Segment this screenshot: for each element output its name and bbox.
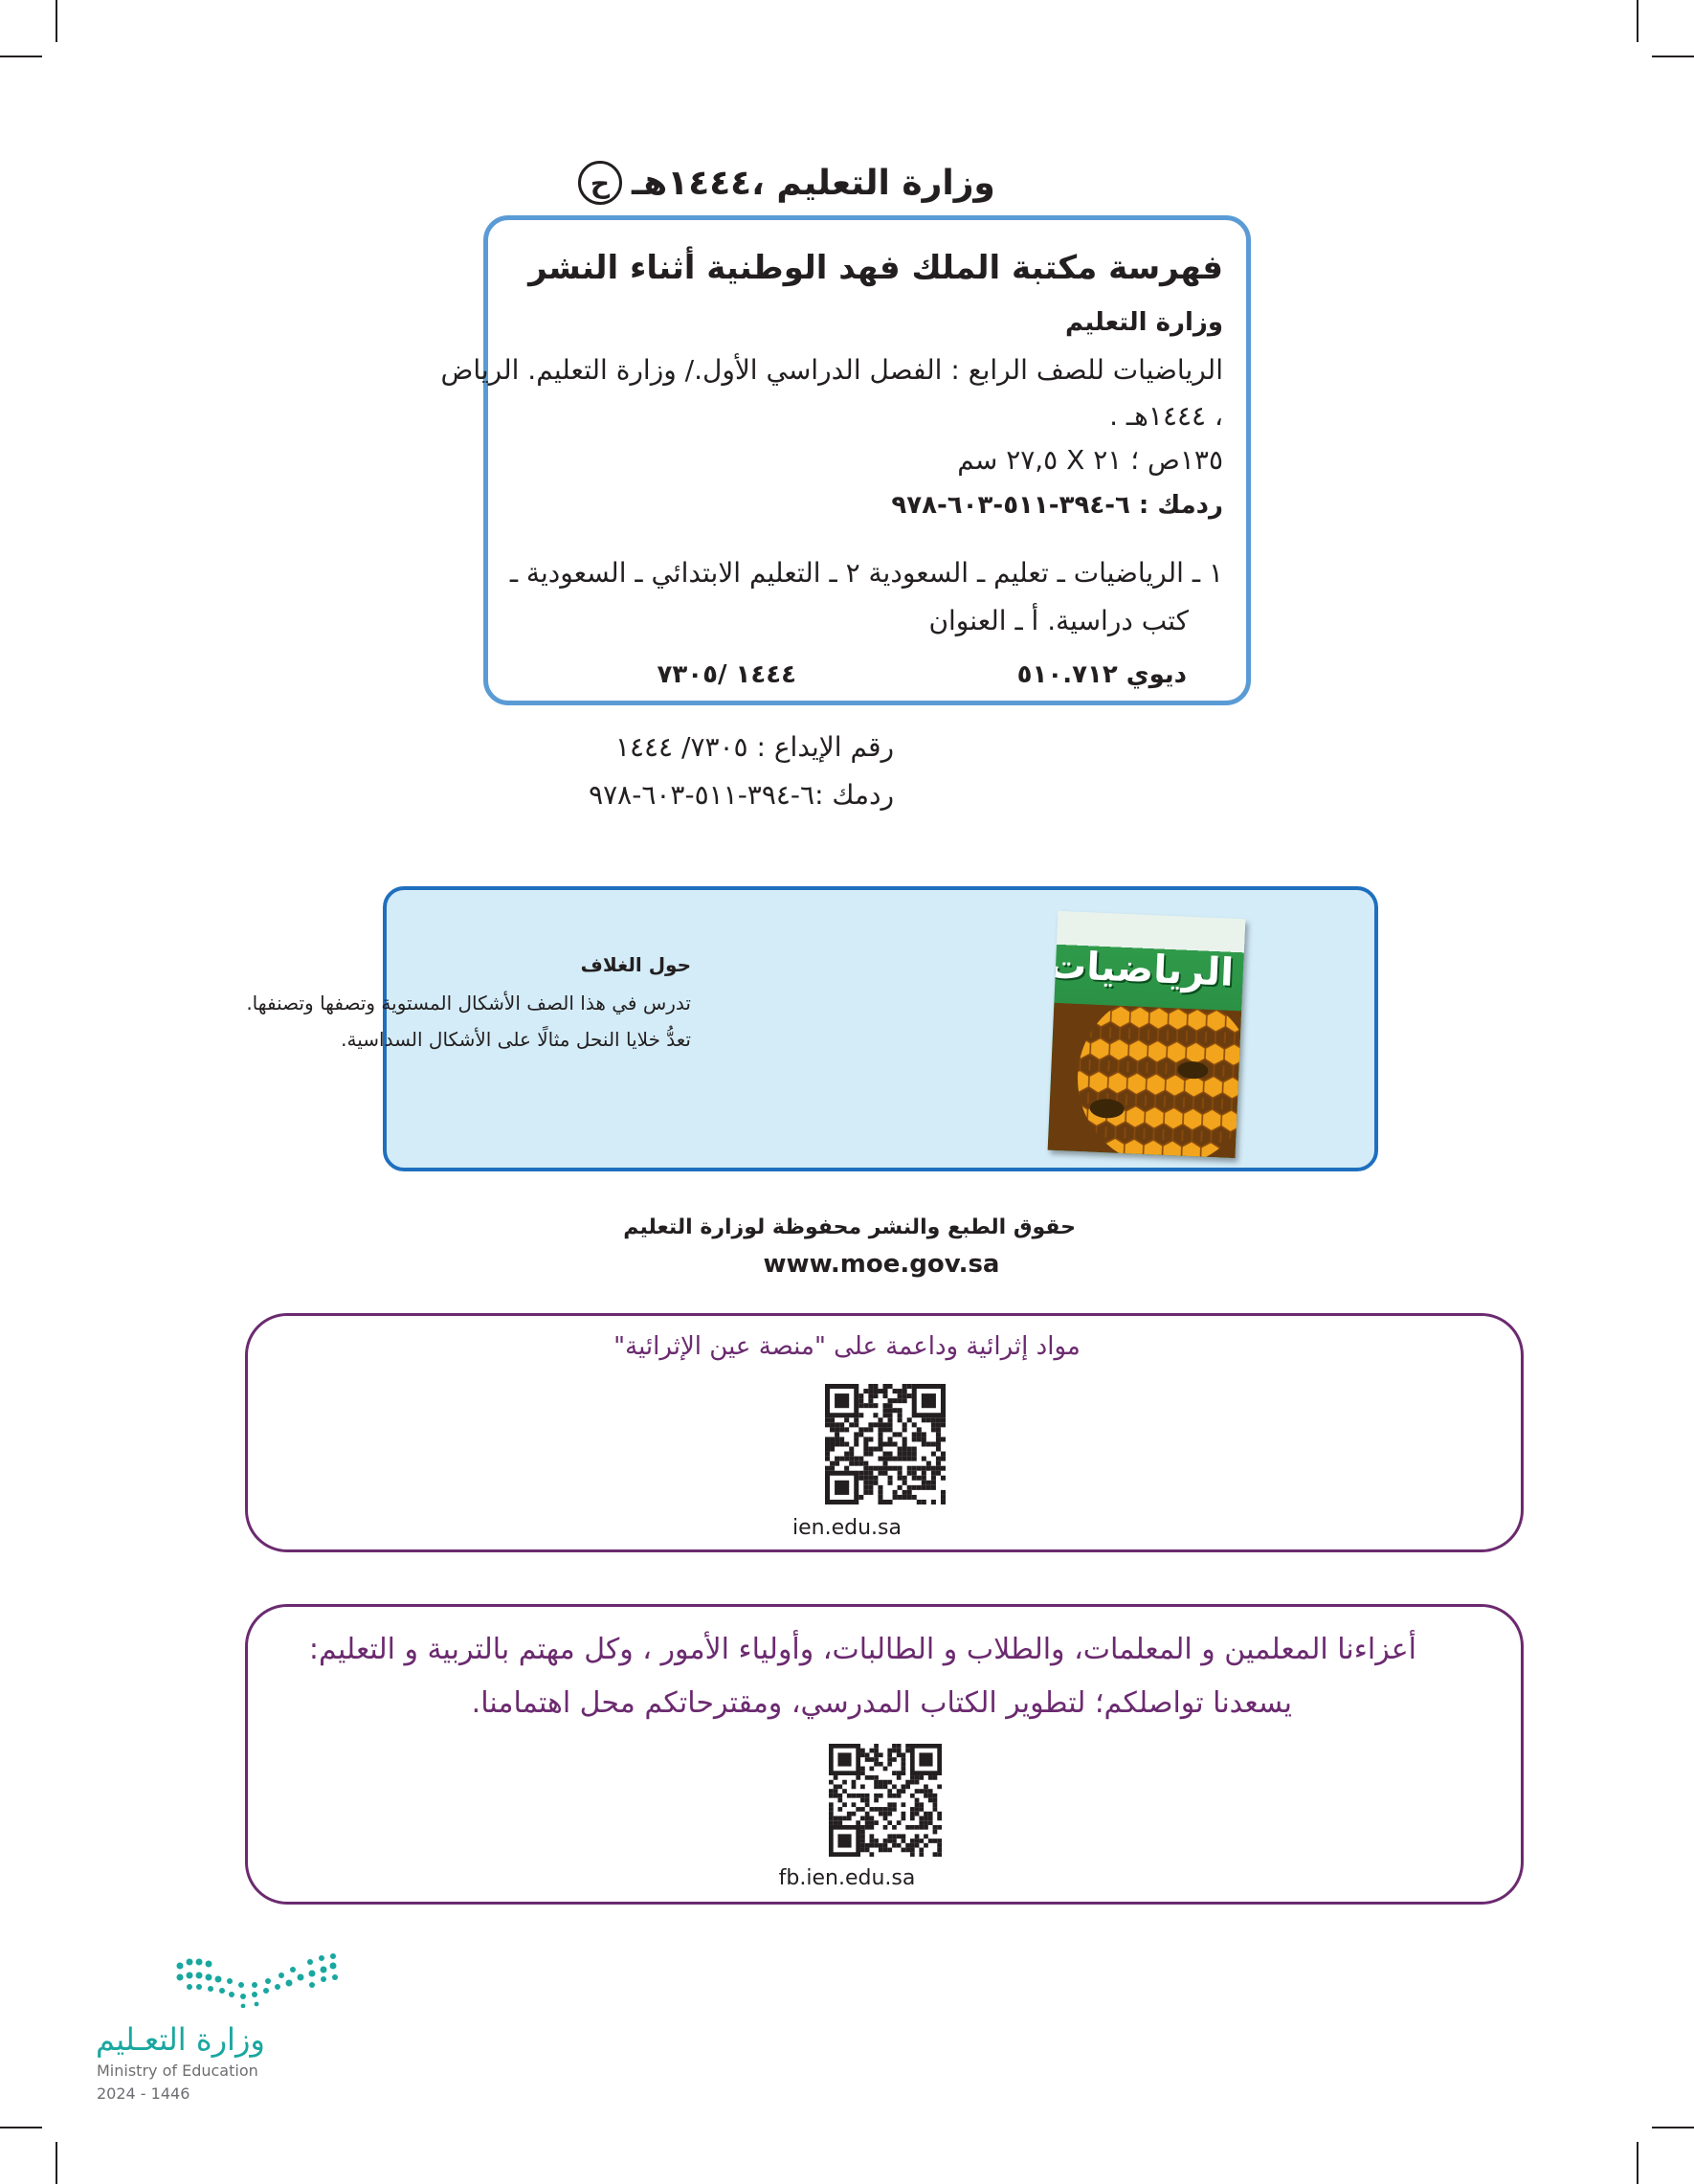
crop-mark: [56, 2142, 57, 2184]
deposit-number: رقم الإيداع : ٧٣٠٥/ ١٤٤٤: [614, 731, 894, 763]
honeycomb-image: [1048, 1003, 1242, 1158]
catalog-box: [440, 215, 1251, 705]
book-cover-image: [1048, 911, 1246, 1158]
catalog-dewey: ديوي ٥١٠.٧١٢: [1016, 660, 1187, 689]
feedback-text: يسعدنا تواصلكم؛ لتطوير الكتاب المدرسي، ومقترحاتكم محل اهتمامنا.: [471, 1686, 1292, 1720]
about-cover-text: تعدُّ خلايا النحل مثالًا على الأشكال السداسية.: [341, 1028, 691, 1051]
crop-mark: [0, 2127, 42, 2128]
crop-mark: [1652, 56, 1694, 57]
feedback-qr-code[interactable]: [829, 1744, 942, 1857]
catalog-subjects: ١ ـ الرياضيات ـ تعليم ـ السعودية ٢ ـ التعليم الابتدائي ـ السعودية ـ: [509, 557, 1223, 589]
website-link[interactable]: [0, 1250, 1694, 1279]
ien-qr-code[interactable]: [825, 1384, 946, 1504]
copyright-symbol: ح: [578, 161, 622, 205]
ministry-name-english: Ministry of Education: [97, 2061, 258, 2080]
ministry-year: 2024 - 1446: [97, 2084, 190, 2103]
feedback-text: أعزاءنا المعلمين و المعلمات، والطلاب و الطالبات، وأولياء الأمور ، وكل مهتم بالتربية و التعليم:: [308, 1633, 1416, 1666]
catalog-pages: ١٣٥ص ؛ ٢١ X ٢٧,٥ سم: [957, 444, 1223, 476]
ien-url[interactable]: ien.edu.sa: [792, 1516, 902, 1540]
about-cover-text: تدرس في هذا الصف الأشكال المستوية وتصفها وتصنفها.: [246, 992, 691, 1014]
catalog-author: وزارة التعليم: [1065, 308, 1223, 337]
catalog-deposit: ١٤٤٤ /٧٣٠٥: [657, 660, 796, 689]
catalog-isbn: ردمك : ٦-٣٩٤-٥١١-٦٠٣-٩٧٨: [891, 491, 1223, 520]
catalog-title: فهرسة مكتبة الملك فهد الوطنية أثناء النشر: [528, 249, 1223, 287]
feedback-url[interactable]: fb.ien.edu.sa: [778, 1866, 916, 1890]
ministry-logo-icon: [172, 1952, 341, 2008]
crop-mark: [56, 0, 57, 42]
copyright-text: وزارة التعليم ،١٤٤٤هـ: [632, 163, 995, 203]
crop-mark: [0, 56, 42, 57]
ministry-name-arabic: وزارة التعـليم: [96, 2021, 265, 2058]
copyright-line: [578, 155, 1248, 211]
about-cover-heading: حول الغلاف: [580, 953, 691, 976]
crop-mark: [1652, 2127, 1694, 2128]
website-url[interactable]: www.moe.gov.sa: [763, 1250, 1000, 1279]
ien-caption: مواد إثرائية وداعمة على "منصة عين الإثرائية": [613, 1332, 1081, 1361]
rights-text: حقوق الطبع والنشر محفوظة لوزارة التعليم: [623, 1215, 1076, 1239]
book-cover-title: الرياضيات: [1047, 943, 1235, 995]
isbn-number: ردمك :٦-٣٩٤-٥١١-٦٠٣-٩٧٨: [589, 779, 894, 811]
crop-mark: [1637, 2142, 1638, 2184]
catalog-description: الرياضيات للصف الرابع : الفصل الدراسي الأول./ وزارة التعليم. الرياض: [440, 354, 1223, 386]
catalog-subjects-cont: كتب دراسية. أ ـ العنوان: [928, 605, 1189, 636]
crop-mark: [1637, 0, 1638, 42]
catalog-description-cont: ، ١٤٤٤هـ .: [1109, 400, 1223, 432]
